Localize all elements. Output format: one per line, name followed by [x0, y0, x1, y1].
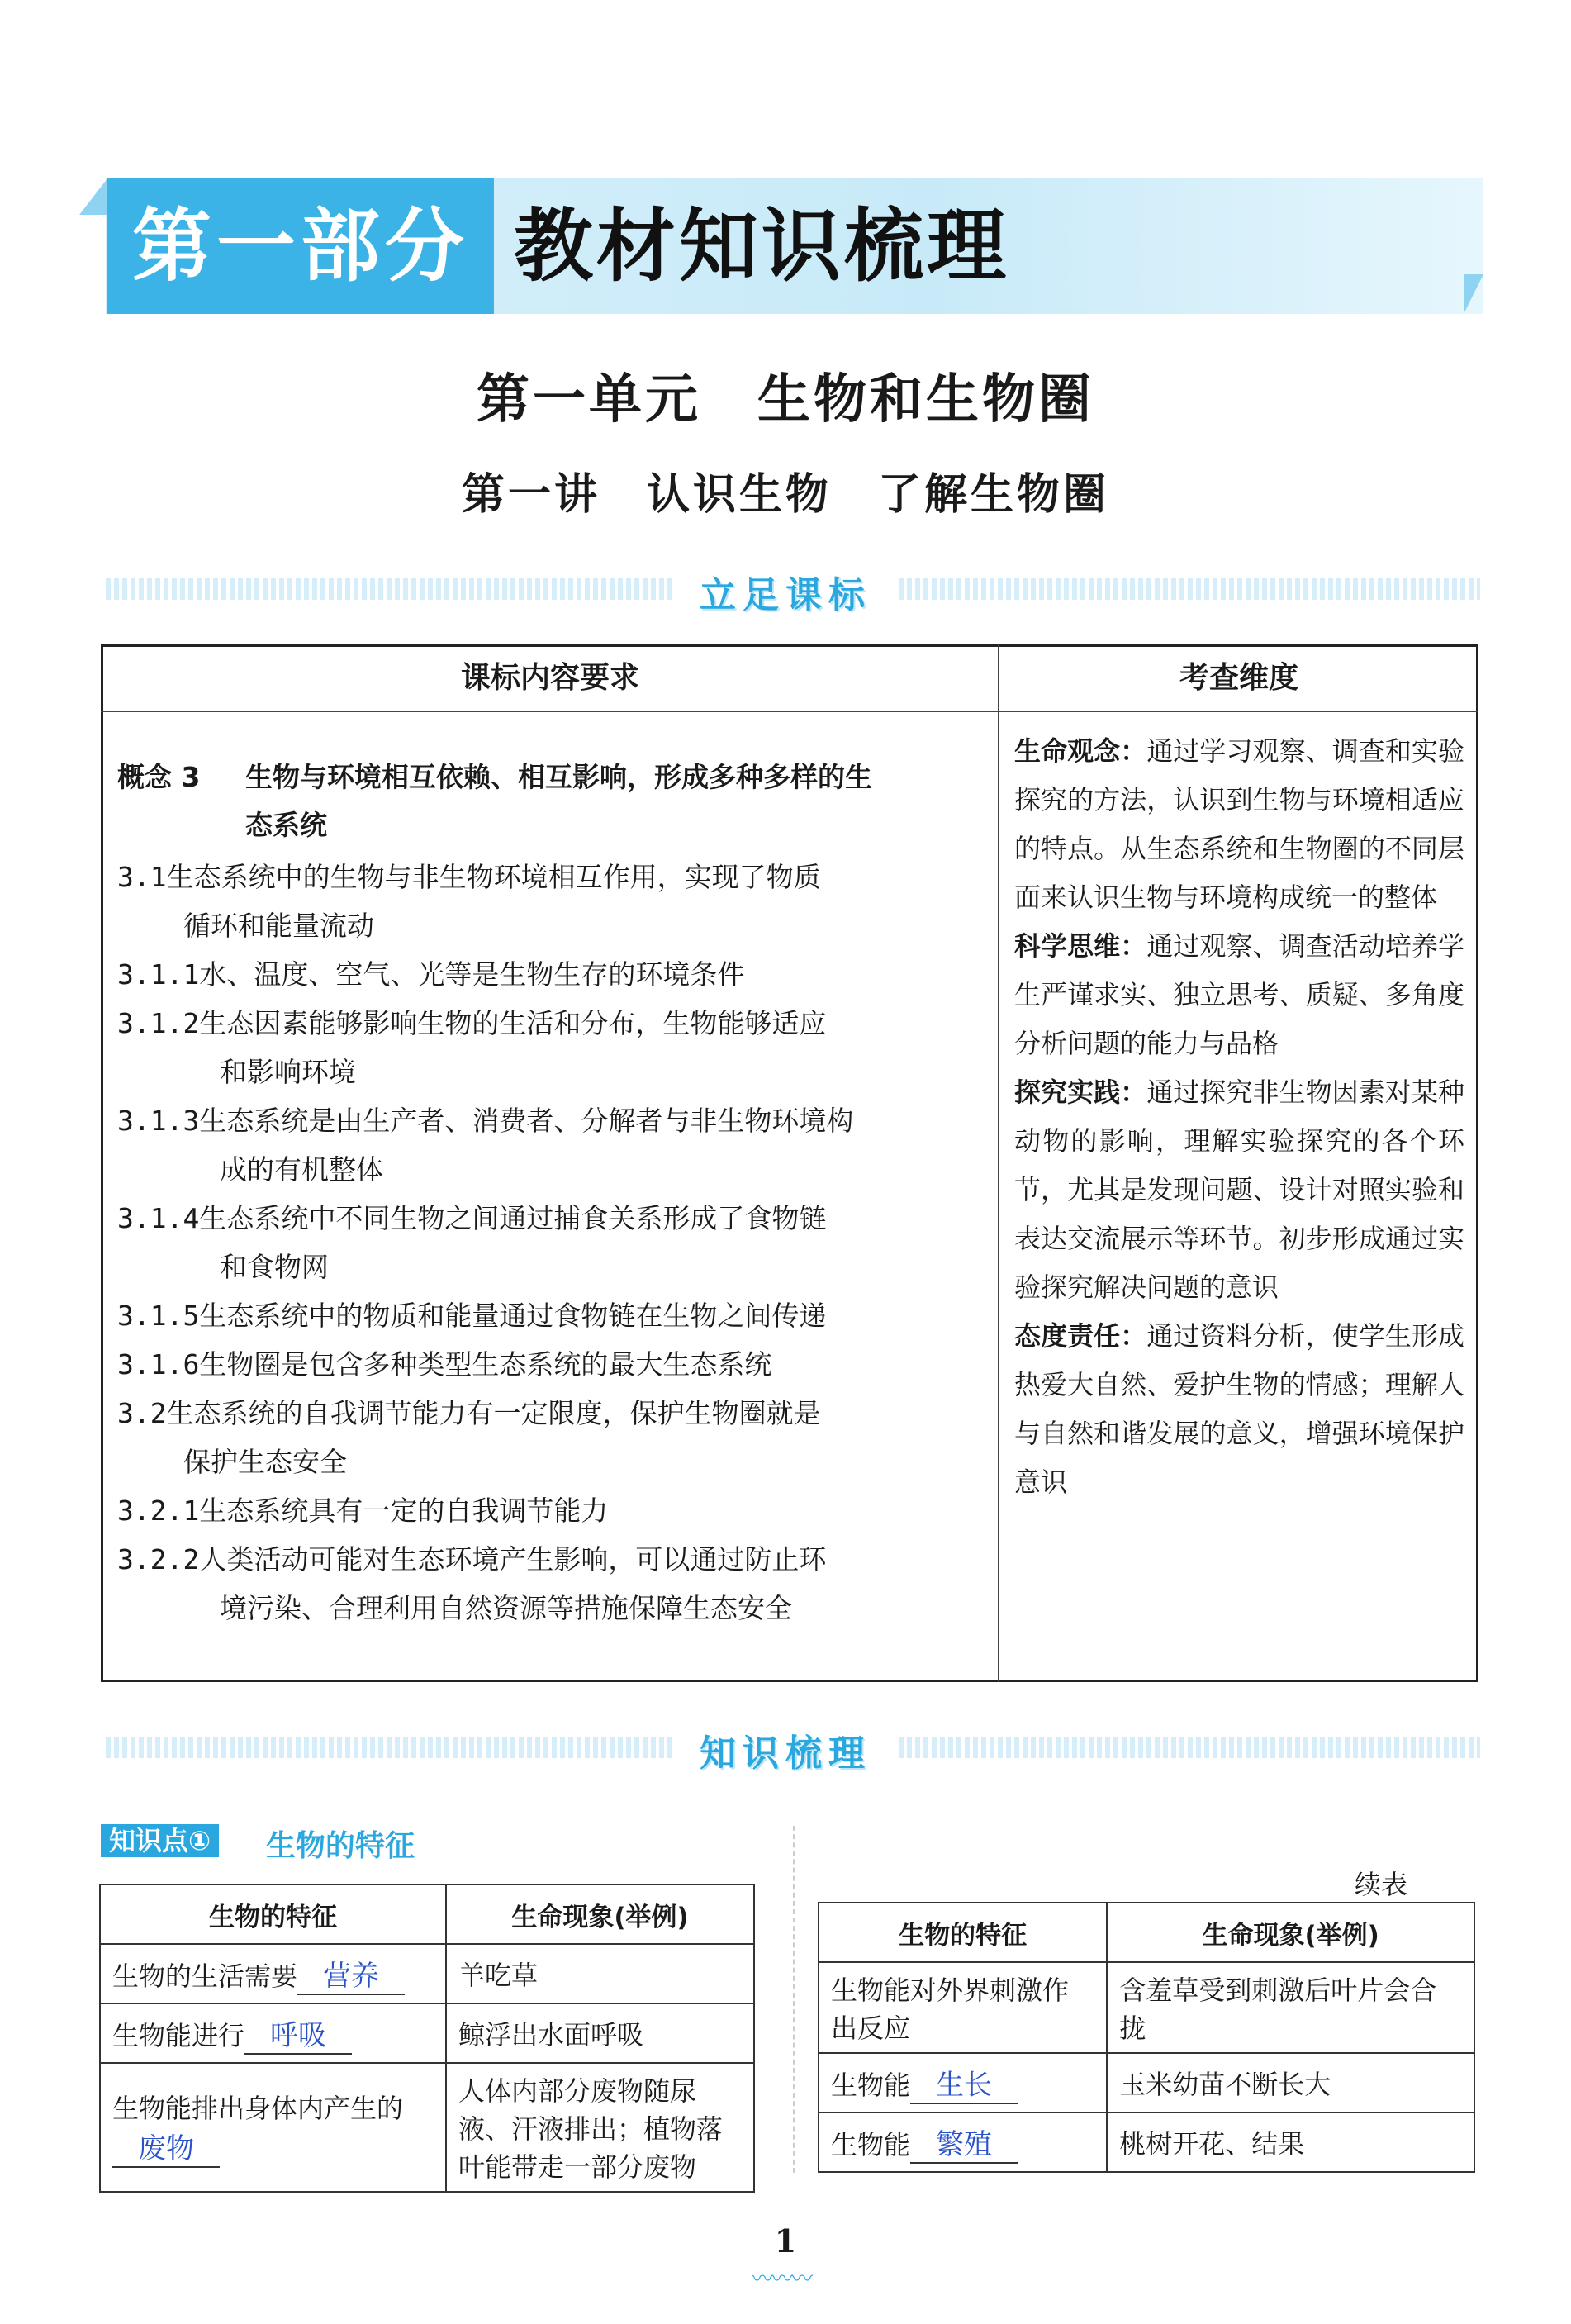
requirement-text-continued: 循环和能量流动 — [183, 910, 374, 942]
requirement-text: 生态系统中的物质和能量通过食物链在生物之间传递 — [199, 1300, 827, 1332]
concept-text-line1: 生物与环境相互依赖、相互影响，形成多种多样的生 — [245, 761, 872, 793]
requirement-number: 3.1.3 — [117, 1105, 200, 1137]
requirement-item — [117, 950, 985, 999]
table-row — [819, 1962, 1474, 2053]
characteristic-cell — [819, 2113, 1107, 2172]
requirement-number: 3.1 — [117, 861, 167, 893]
section-heading-curriculum — [0, 565, 1571, 618]
fill-in-answer: 营养 — [297, 1953, 405, 1995]
example-cell: 玉米幼苗不断长大 — [1107, 2053, 1474, 2113]
requirement-text: 人类活动可能对生态环境产生影响，可以通过防止环 — [199, 1543, 827, 1575]
requirement-text-continued: 境污染、合理利用自然资源等措施保障生态安全 — [220, 1592, 792, 1624]
requirement-number: 3.1.5 — [117, 1300, 200, 1332]
characteristic-cell — [100, 1944, 446, 2003]
continued-table-label: 续表 — [1355, 1869, 1408, 1900]
fill-in-answer: 废物 — [112, 2126, 220, 2168]
requirement-item — [117, 1096, 985, 1194]
requirement-text-continued: 和影响环境 — [220, 1056, 356, 1088]
dimension-item — [1014, 1068, 1464, 1312]
wave-decoration: 〰〰〰 — [752, 2267, 812, 2292]
requirement-number: 3.2.1 — [117, 1495, 200, 1527]
requirement-item — [117, 1535, 985, 1633]
characteristic-text: 生物能 — [831, 2069, 911, 2101]
characteristic-text: 生物的生活需要 — [112, 1960, 298, 1992]
requirement-item — [117, 1389, 985, 1486]
knowledge-point-badge: 知识点① — [101, 1824, 219, 1857]
banner-corner-decoration — [79, 178, 107, 215]
requirement-text: 生态系统中的生物与非生物环境相互作用，实现了物质 — [166, 861, 821, 893]
requirement-number: 3.1.4 — [117, 1202, 200, 1234]
dimension-label: 探究实践： — [1014, 1076, 1147, 1108]
table-header-dimensions: 考查维度 — [999, 644, 1478, 712]
example-cell: 羊吃草 — [446, 1944, 754, 2003]
part-label: 第一部分 — [107, 178, 494, 314]
unit-title: 第一单元 生物和生物圈 — [477, 368, 1094, 430]
requirement-text-continued: 成的有机整体 — [220, 1153, 383, 1186]
table-header-example: 生命现象(举例) — [1107, 1903, 1474, 1962]
concept-label: 概念 3 — [117, 761, 201, 793]
requirement-text: 水、温度、空气、光等是生物生存的环境条件 — [199, 958, 745, 991]
dimension-text: 通过资料分析，使学生形成热爱大自然、爱护生物的情感；理解人与自然和谐发展的意义，增强环境保护意识 — [1014, 1320, 1464, 1498]
dimension-item — [1014, 1312, 1464, 1507]
example-cell: 鲸浮出水面呼吸 — [446, 2003, 754, 2063]
dimension-text: 通过观察、调查活动培养学生严谨求实、独立思考、质疑、多角度分析问题的能力与品格 — [1014, 930, 1464, 1059]
requirement-item — [117, 1291, 985, 1340]
banner-notch-decoration — [1464, 274, 1483, 314]
requirement-text-continued: 和食物网 — [220, 1251, 329, 1283]
dimension-item — [1014, 922, 1464, 1068]
requirement-number: 3.2.2 — [117, 1543, 200, 1575]
fill-in-answer: 繁殖 — [910, 2122, 1018, 2164]
characteristics-table — [99, 1884, 755, 2193]
table-column-divider — [998, 644, 999, 1682]
requirement-number: 3.1.1 — [117, 958, 200, 991]
requirement-text-continued: 保护生态安全 — [183, 1446, 347, 1478]
requirement-item — [117, 1194, 985, 1291]
characteristic-cell — [100, 2063, 446, 2192]
section-heading-text: 知识梳理 — [676, 1732, 895, 1775]
lecture-title: 第一讲 认识生物 了解生物圈 — [461, 470, 1109, 520]
requirement-item — [117, 1486, 985, 1535]
column-divider — [793, 1826, 795, 2173]
requirement-text: 生物圈是包含多种类型生态系统的最大生态系统 — [199, 1348, 772, 1381]
table-header-characteristic: 生物的特征 — [819, 1903, 1107, 1962]
concept-text-line2: 态系统 — [245, 809, 327, 841]
example-cell: 含羞草受到刺激后叶片会合拢 — [1107, 1962, 1474, 2053]
table-header-requirements: 课标内容要求 — [101, 644, 999, 712]
fill-in-answer: 生长 — [910, 2062, 1018, 2104]
requirement-text: 生态系统是由生产者、消费者、分解者与非生物环境构 — [199, 1105, 854, 1137]
requirement-item — [117, 1340, 985, 1389]
requirement-item — [117, 853, 985, 950]
table-header-characteristic: 生物的特征 — [100, 1884, 446, 1944]
dimension-text: 通过探究非生物因素对某种动物的影响，理解实验探究的各个环节，尤其是发现问题、设计对照实验和表达交流展示等环节。初步形成通过实验探究解决问题的意识 — [1014, 1076, 1464, 1303]
characteristic-text: 生物能对外界刺激作出反应 — [831, 1975, 1070, 2044]
table-row — [819, 2053, 1474, 2113]
section-heading-knowledge — [0, 1723, 1571, 1776]
assessment-dimensions — [1014, 727, 1464, 1507]
requirement-text: 生态系统的自我调节能力有一定限度，保护生物圈就是 — [166, 1397, 821, 1429]
requirement-text: 生态因素能够影响生物的生活和分布，生物能够适应 — [199, 1007, 827, 1039]
table-row — [100, 2063, 754, 2192]
characteristic-cell — [819, 2053, 1107, 2113]
knowledge-point-title: 生物的特征 — [266, 1829, 415, 1863]
requirement-number: 3.1.2 — [117, 1007, 200, 1039]
characteristic-text: 生物能进行 — [112, 2019, 245, 2051]
dimension-item — [1014, 727, 1464, 922]
table-row — [819, 2113, 1474, 2172]
requirement-number: 3.1.6 — [117, 1348, 200, 1381]
concept-heading — [117, 753, 985, 849]
example-cell: 人体内部分废物随尿液、汗液排出；植物落叶能带走一部分废物 — [446, 2063, 754, 2192]
page-number: 1 — [774, 2222, 797, 2260]
dimension-label: 态度责任： — [1014, 1320, 1147, 1352]
characteristic-cell — [100, 2003, 446, 2063]
section-heading-text: 立足课标 — [676, 574, 895, 616]
dimension-label: 生命观念： — [1014, 735, 1147, 767]
requirement-text: 生态系统具有一定的自我调节能力 — [199, 1495, 609, 1527]
requirement-text: 生态系统中不同生物之间通过捕食关系形成了食物链 — [199, 1202, 827, 1234]
characteristic-text: 生物能排出身体内产生的 — [112, 2092, 404, 2124]
example-cell: 桃树开花、结果 — [1107, 2113, 1474, 2172]
characteristic-text: 生物能 — [831, 2128, 911, 2160]
dimension-label: 科学思维： — [1014, 930, 1147, 962]
part-title: 教材知识梳理 — [514, 200, 1009, 292]
requirement-item — [117, 999, 985, 1096]
fill-in-answer: 呼吸 — [244, 2013, 352, 2055]
table-row — [100, 2003, 754, 2063]
characteristic-cell — [819, 1962, 1107, 2053]
table-header-example: 生命现象(举例) — [446, 1884, 754, 1944]
dimension-text: 通过学习观察、调查和实验探究的方法，认识到生物与环境相适应的特点。从生态系统和生物圈的不同层面来认识生物与环境构成统一的整体 — [1014, 735, 1464, 913]
requirement-number: 3.2 — [117, 1397, 167, 1429]
table-row — [100, 1944, 754, 2003]
characteristics-table-continued — [818, 1902, 1475, 2173]
